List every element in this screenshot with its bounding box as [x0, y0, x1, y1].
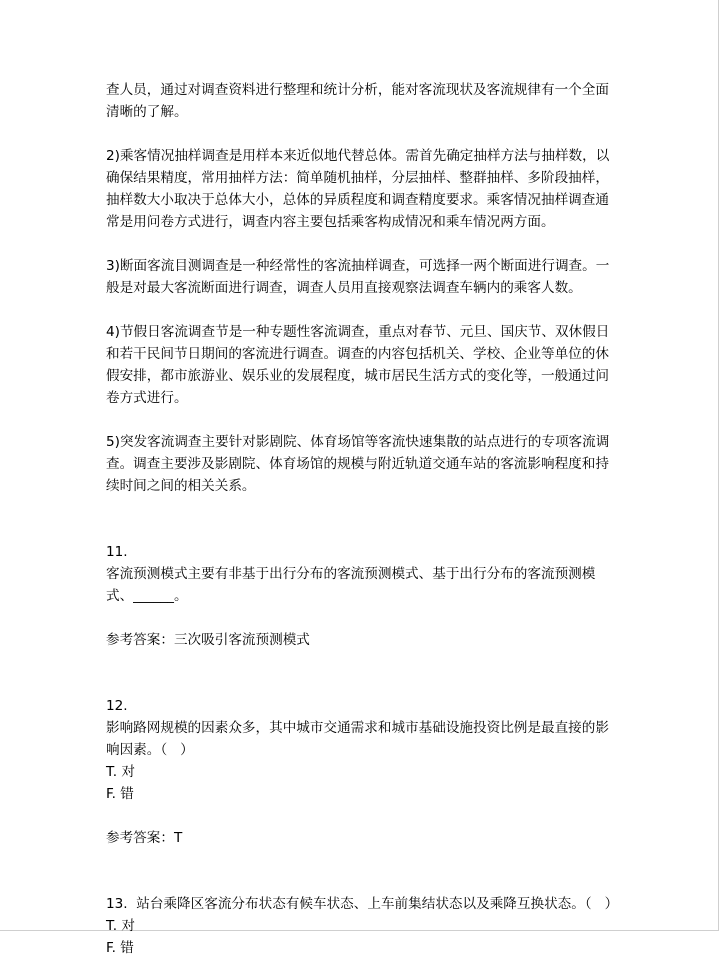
option-true: T. 对 — [106, 918, 135, 934]
reference-answer: 参考答案：T — [106, 830, 183, 846]
paragraph-sample-survey: 2)乘客情况抽样调查是用样本来近似地代替总体。需首先确定抽样方法与抽样数，以确保结果精度，常用抽样方法：简单随机抽样，分层抽样、整群抽样、多阶段抽样，抽样数大小取决于总体大小，总体的异质程度和调查精度要求。乘客情况抽样调查通常是用问卷方式进行，调查内容主要包括乘客构成情况和乘车情况两方面。 — [106, 148, 610, 230]
question-text: 影响路网规模的因素众多，其中城市交通需求和城市基础设施投资比例是最直接的影响因素。（ ） — [106, 720, 609, 758]
question-11 — [106, 541, 618, 651]
paragraph-intro-continuation: 查人员，通过对调查资料进行整理和统计分析，能对客流现状及客流规律有一个全面清晰的了解。 — [106, 82, 609, 120]
paragraph-sudden-survey: 5)突发客流调查主要针对影剧院、体育场馆等客流快速集散的站点进行的专项客流调查。调查主要涉及影剧院、体育场馆的规模与附近轨道交通车站的客流影响程度和持续时间之间的相关关系。 — [106, 434, 610, 494]
question-text: 客流预测模式主要有非基于出行分布的客流预测模式、基于出行分布的客流预测模式、______。 — [106, 566, 596, 604]
option-false: F. 错 — [106, 940, 134, 956]
option-false: F. 错 — [106, 786, 134, 802]
paragraph-section-survey: 3)断面客流目测调查是一种经常性的客流抽样调查，可选择一两个断面进行调查。一般是对最大客流断面进行调查，调查人员用直接观察法调查车辆内的乘客人数。 — [106, 258, 610, 296]
question-text: 13. 站台乘降区客流分布状态有候车状态、上车前集结状态以及乘降互换状态。（ ） — [106, 896, 619, 912]
paragraph-holiday-survey: 4)节假日客流调查节是一种专题性客流调查，重点对春节、元旦、国庆节、双休假日和若干民间节日期间的客流进行调查。调查的内容包括机关、学校、企业等单位的休假安排，都市旅游业、娱乐业的发展程度，城市居民生活方式的变化等，一般通过问卷方式进行。 — [106, 324, 610, 406]
question-12 — [106, 695, 618, 849]
document-content — [106, 79, 618, 959]
question-number: 12. — [106, 698, 128, 714]
question-number: 11. — [106, 544, 128, 560]
reference-answer: 参考答案：三次吸引客流预测模式 — [106, 632, 310, 648]
option-true: T. 对 — [106, 764, 135, 780]
question-13 — [106, 893, 618, 959]
